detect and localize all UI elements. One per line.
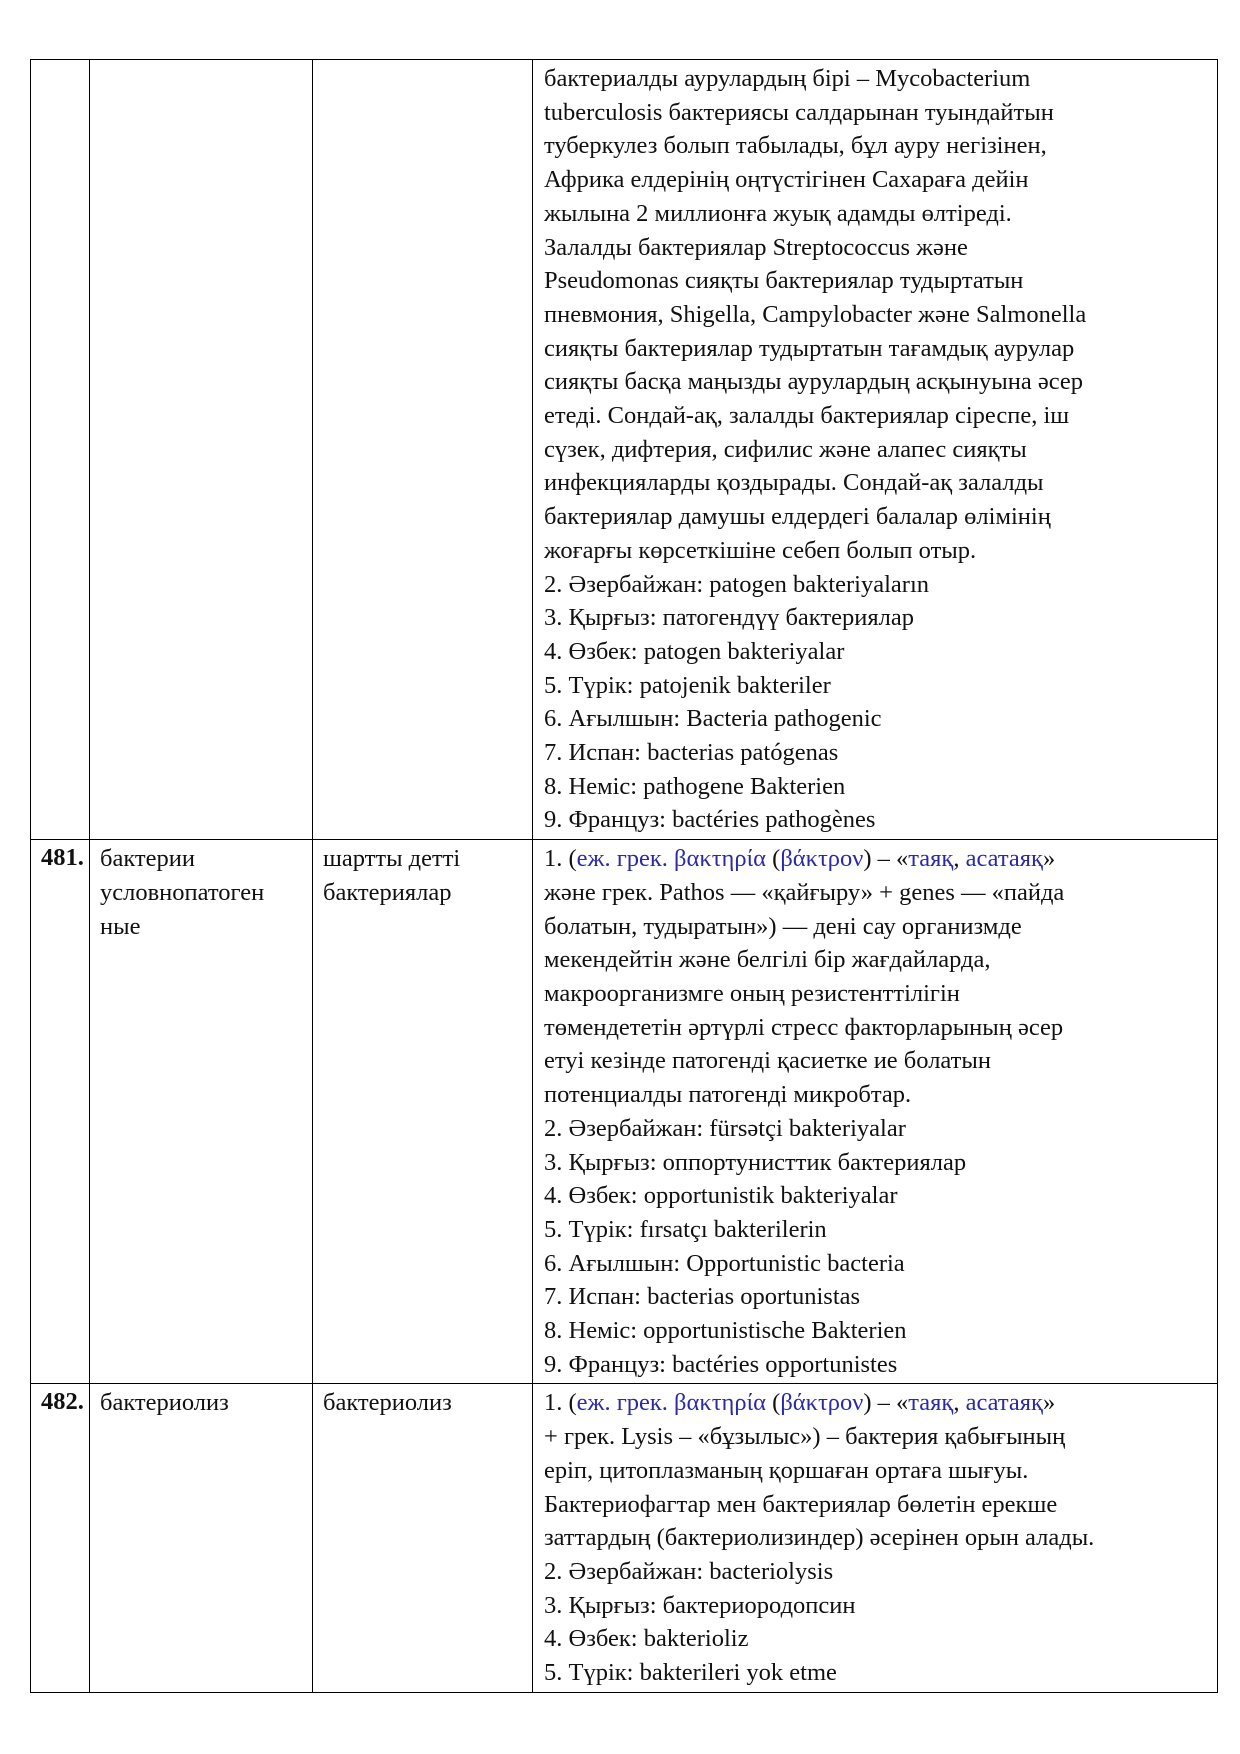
translation-line: 8. Неміс: opportunistische Bakterien bbox=[544, 1317, 907, 1345]
kazakh-term bbox=[313, 840, 533, 1384]
definition-line: төмендететін әртүрлі стресс факторларының әсер bbox=[544, 1013, 1064, 1041]
definition-line: Залалды бактериялар Streptococcus және bbox=[544, 233, 968, 261]
translation-line: 3. Қырғыз: оппортунисттик бактериялар bbox=[544, 1148, 967, 1176]
definition bbox=[533, 1384, 1218, 1692]
etymology-line bbox=[544, 1386, 1209, 1420]
etym-link[interactable]: асатаяқ bbox=[965, 1389, 1043, 1417]
definition-line: мекендейтін және белгілі бір жағдайларда, bbox=[544, 946, 991, 974]
translation-line: 7. Испан: bacterias patógenas bbox=[544, 739, 839, 767]
etym-text: , bbox=[953, 1389, 966, 1417]
table-row bbox=[31, 1384, 1218, 1692]
definition-line: потенциалды патогенді микробтар. bbox=[544, 1081, 912, 1109]
definition-line: инфекцияларды қоздырады. Сондай-ақ залалды bbox=[544, 469, 1044, 497]
definition-line: етеді. Сондай-ақ, залалды бактериялар сіреспе, іш bbox=[544, 402, 1070, 430]
etymology-line bbox=[544, 842, 1209, 876]
etym-text: ) – « bbox=[863, 845, 909, 873]
definition-line: tuberculosis бактериясы салдарынан туындайтын bbox=[544, 98, 1054, 126]
definition-line: бактериялар дамушы елдердегі балалар өлімінің bbox=[544, 503, 1051, 531]
kazakh-term bbox=[313, 60, 533, 840]
definition-line: сияқты басқа маңызды аурулардың асқынуына әсер bbox=[544, 368, 1084, 396]
definition-line: заттардың (бактериолизиндер) әсерінен орын алады. bbox=[544, 1524, 1095, 1552]
russian-term-line: бактерии bbox=[100, 845, 195, 873]
definition-line: туберкулез болып табылады, бұл ауру негізінен, bbox=[544, 132, 1047, 160]
translation-line: 3. Қырғыз: бактериородопсин bbox=[544, 1591, 856, 1619]
translation-line: 4. Өзбек: opportunistik bakteriyalar bbox=[544, 1182, 898, 1210]
definition-line: болатын, тудыратын») — дені сау организмде bbox=[544, 912, 1022, 940]
table-row bbox=[31, 60, 1218, 840]
definition-line: пневмония, Shigella, Campylobacter және Salmonella bbox=[544, 300, 1087, 328]
translation-line: 2. Әзербайжан: fürsətçi bakteriyalar bbox=[544, 1114, 906, 1142]
etym-link[interactable]: βάκτρον bbox=[780, 1389, 864, 1417]
translation-line: 5. Түрік: bakterileri yok etme bbox=[544, 1659, 837, 1687]
etym-text: 1. ( bbox=[544, 1389, 577, 1417]
translation-line: 6. Ағылшын: Bacteria pathogenic bbox=[544, 705, 882, 733]
russian-term bbox=[90, 60, 313, 840]
definition-line: сияқты бактериялар тудыртатын тағамдық аурулар bbox=[544, 334, 1075, 362]
translation-line: 2. Әзербайжан: patogen bakteriyaların bbox=[544, 570, 930, 598]
definition-line: макроорганизмге оның резистенттілігін bbox=[544, 979, 960, 1007]
definition-line: Бактериофагтар мен бактериялар бөлетін ерекше bbox=[544, 1490, 1058, 1518]
definition-line: еріп, цитоплазманың қоршаған ортаға шығуы. bbox=[544, 1456, 1029, 1484]
definition-line: жылына 2 миллионға жуық адамды өлтіреді. bbox=[544, 199, 1012, 227]
translation-line: 7. Испан: bacterias oportunistas bbox=[544, 1283, 861, 1311]
russian-term bbox=[90, 1384, 313, 1692]
entry-number: 482. bbox=[31, 1384, 90, 1692]
etym-text: ( bbox=[766, 845, 781, 873]
definition-line: жоғарғы көрсеткішіне себеп болып отыр. bbox=[544, 536, 977, 564]
table-row bbox=[31, 840, 1218, 1384]
translation-line: 3. Қырғыз: патогендүү бактериялар bbox=[544, 604, 914, 632]
dictionary-table bbox=[30, 59, 1218, 1693]
etym-text: » bbox=[1042, 1389, 1056, 1417]
etym-link[interactable]: таяқ bbox=[908, 845, 954, 873]
definition-line: + грек. Lysis – «бұзылыс») – бактерия қабығының bbox=[544, 1423, 1066, 1451]
etym-text: 1. ( bbox=[544, 845, 577, 873]
etym-link[interactable]: еж. грек. βακτηρία bbox=[576, 845, 767, 873]
russian-term-line: условнопатоген bbox=[100, 878, 265, 906]
entry-number bbox=[31, 60, 90, 840]
translation-line: 2. Әзербайжан: bacteriolysis bbox=[544, 1557, 834, 1585]
definition bbox=[533, 60, 1218, 840]
etym-text: ( bbox=[766, 1389, 781, 1417]
etym-text: » bbox=[1042, 845, 1056, 873]
translation-line: 4. Өзбек: patogen bakteriyalar bbox=[544, 637, 845, 665]
kazakh-term-line: бактериялар bbox=[323, 878, 452, 906]
definition-line: сүзек, дифтерия, сифилис және алапес сияқты bbox=[544, 435, 1027, 463]
etym-link[interactable]: еж. грек. βακτηρία bbox=[576, 1389, 767, 1417]
etym-text: ) – « bbox=[863, 1389, 909, 1417]
russian-term bbox=[90, 840, 313, 1384]
translation-line: 5. Түрік: patojenik bakteriler bbox=[544, 671, 831, 699]
translation-line: 9. Француз: bactéries pathogènes bbox=[544, 806, 876, 834]
etym-link[interactable]: асатаяқ bbox=[965, 845, 1043, 873]
definition-line: бактериалды аурулардың бірі – Mycobacterium bbox=[544, 65, 1031, 92]
etym-link[interactable]: βάκτρον bbox=[780, 845, 864, 873]
definition-line: Pseudomonas сияқты бактериялар тудыртатын bbox=[544, 267, 1024, 295]
definition-line: және грек. Pathos — «қайғыру» + genes — «пайда bbox=[544, 878, 1065, 906]
etym-link[interactable]: таяқ bbox=[908, 1389, 954, 1417]
russian-term-line: ные bbox=[100, 912, 141, 940]
translation-line: 8. Неміс: pathogene Bakterien bbox=[544, 772, 846, 800]
translation-line: 4. Өзбек: bakterioliz bbox=[544, 1625, 749, 1653]
translation-line: 9. Француз: bactéries opportunistes bbox=[544, 1350, 898, 1378]
definition-line: етуі кезінде патогенді қасиетке ие болатын bbox=[544, 1047, 991, 1075]
translation-line: 6. Ағылшын: Opportunistic bacteria bbox=[544, 1249, 905, 1277]
kazakh-term-line: бактериолиз bbox=[323, 1389, 452, 1417]
russian-term-line: бактериолиз bbox=[100, 1389, 229, 1417]
entry-number: 481. bbox=[31, 840, 90, 1384]
definition-line: Африка елдерінің оңтүстігінен Сахараға дейін bbox=[544, 166, 1029, 194]
etym-text: , bbox=[953, 845, 966, 873]
kazakh-term bbox=[313, 1384, 533, 1692]
translation-line: 5. Түрік: fırsatçı bakterilerin bbox=[544, 1215, 827, 1243]
definition bbox=[533, 840, 1218, 1384]
kazakh-term-line: шартты детті bbox=[323, 845, 461, 873]
